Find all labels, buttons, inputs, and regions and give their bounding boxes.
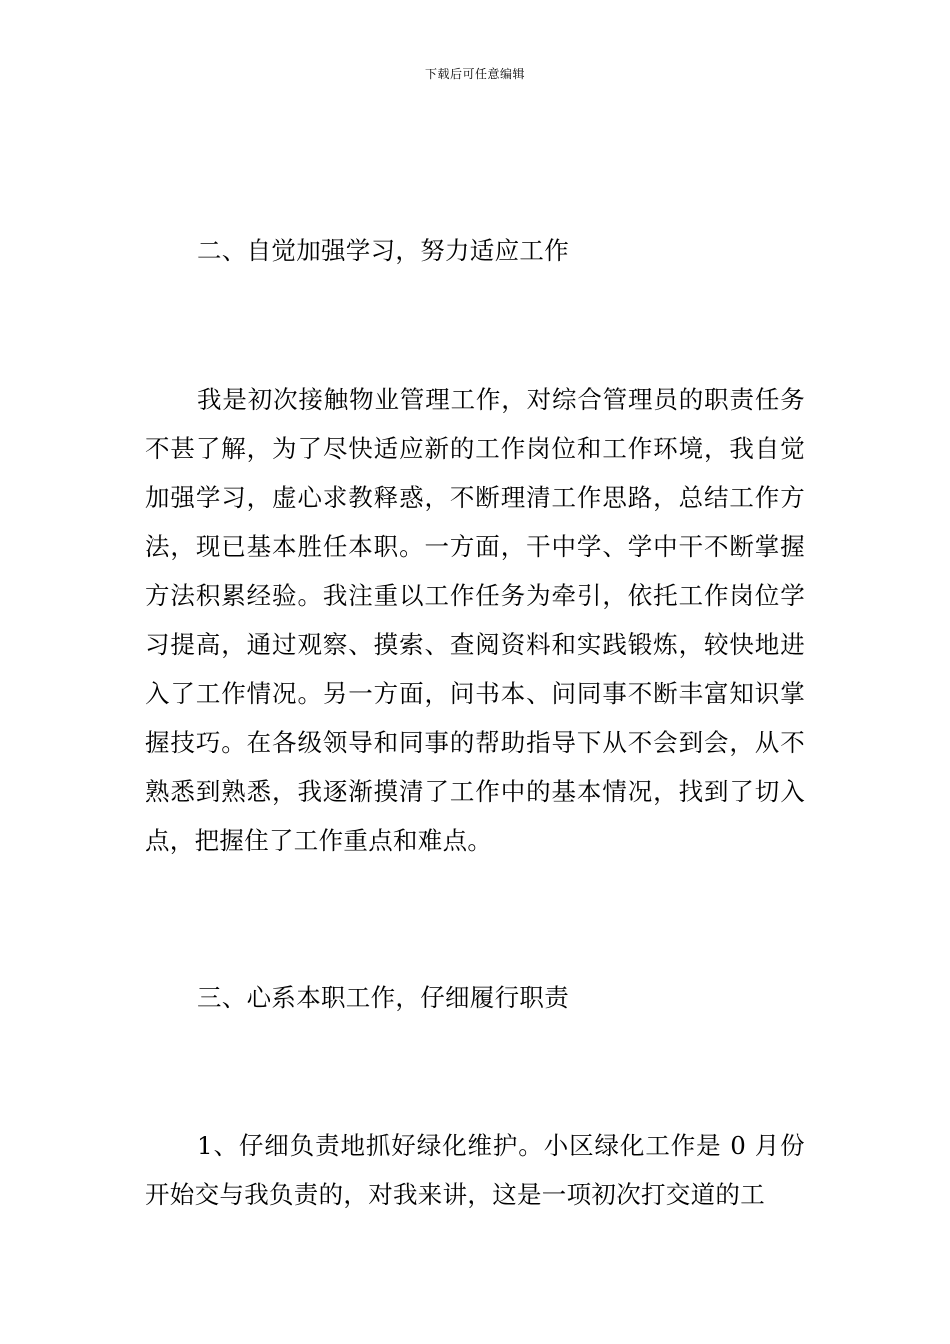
body-paragraph-1: 我是初次接触物业管理工作，对综合管理员的职责任务不甚了解，为了尽快适应新的工作岗位和工作环境，我自觉加强学习，虚心求教释惑，不断理清工作思路，总结工作方法，现已基本胜任本职。一方面，干中学、学中干不断掌握方法积累经验。我注重以工作任务为牵引，依托工作岗位学习提高，通过观察、摸索、查阅资料和实践锻炼，较快地进入了工作情况。另一方面，问书本、问同事不断丰富知识掌握技巧。在各级领导和同事的帮助指导下从不会到会，从不熟悉到熟悉，我逐渐摸清了工作中的基本情况，找到了切入点，把握住了工作重点和难点。 (145, 385, 805, 855)
section-heading-3: 三、心系本职工作，仔细履行职责 (197, 983, 569, 1012)
section-heading-2: 二、自觉加强学习，努力适应工作 (197, 236, 569, 265)
header-note: 下载后可任意编辑 (424, 67, 525, 81)
body-paragraph-2: 1、仔细负责地抓好绿化维护。小区绿化工作是 0 月份开始交与我负责的，对我来讲，这是一项初次打交道的工 (145, 1131, 805, 1209)
